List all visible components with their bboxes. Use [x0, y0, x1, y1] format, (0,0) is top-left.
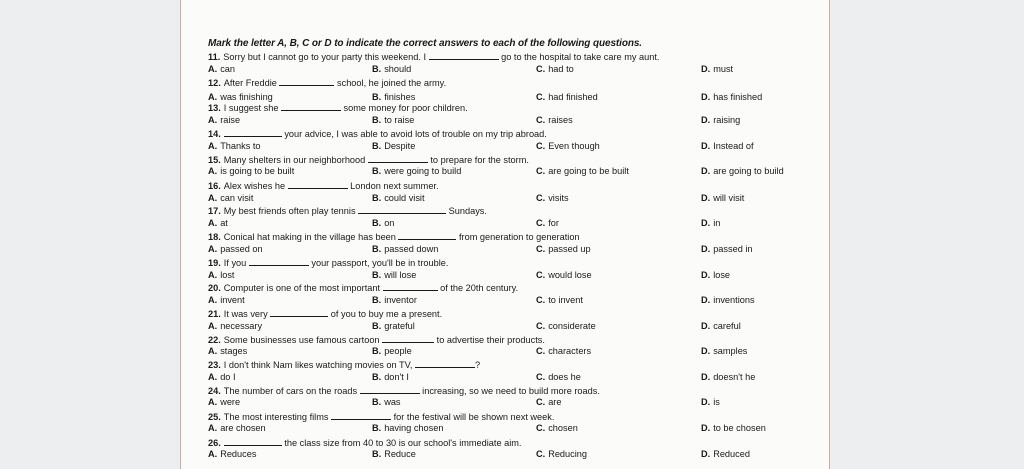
answer-blank — [270, 308, 328, 317]
question-stem — [208, 437, 522, 449]
option-letter: C. — [536, 448, 546, 459]
answer-option-a — [208, 115, 240, 126]
question-number: 22. — [208, 334, 221, 345]
answer-option-a — [208, 449, 256, 460]
option-letter: A. — [208, 165, 218, 176]
option-text: passed down — [384, 243, 439, 254]
option-letter: A. — [208, 295, 218, 306]
question-text: to prepare for the storm. — [427, 154, 529, 165]
answer-option-a — [208, 423, 266, 434]
answer-option-d — [701, 270, 730, 281]
question-text: Sorry but I cannot go to your party this weekend. I — [223, 52, 429, 62]
question-text: My best friends often play tennis — [223, 206, 359, 217]
answer-option-c — [536, 166, 629, 177]
option-text: must — [713, 64, 734, 74]
question-text: of the 20th century. — [437, 283, 519, 294]
answer-blank — [382, 334, 434, 343]
question-text: some money for poor children. — [340, 103, 468, 114]
question-text: ? — [475, 360, 481, 371]
answer-option-a — [208, 295, 245, 306]
answer-option-b — [372, 346, 412, 357]
answer-option-d — [701, 64, 733, 75]
option-letter: B. — [372, 448, 382, 459]
option-letter: C. — [536, 372, 546, 383]
option-text: inventor — [384, 295, 417, 306]
option-text: chosen — [548, 422, 578, 433]
option-text: are going to build — [713, 165, 784, 176]
answer-option-d — [701, 321, 741, 332]
question-stem — [208, 411, 554, 423]
question-stem — [208, 231, 580, 243]
question-number: 25. — [208, 411, 221, 422]
option-letter: B. — [372, 321, 382, 331]
answer-option-a — [208, 218, 228, 229]
option-text: can — [220, 64, 236, 74]
option-letter: D. — [701, 321, 711, 331]
answer-option-b — [372, 218, 394, 229]
question-number: 12. — [208, 77, 221, 88]
answer-option-b — [372, 372, 409, 383]
option-letter: C. — [536, 243, 546, 254]
answer-option-d — [701, 423, 766, 434]
question-item — [181, 257, 831, 283]
question-text: I suggest she — [223, 103, 281, 114]
answer-option-a — [208, 346, 247, 357]
option-letter: C. — [536, 165, 546, 176]
answer-option-c — [536, 346, 591, 357]
option-letter: A. — [208, 269, 218, 280]
answer-blank — [331, 411, 391, 420]
question-stem — [208, 282, 518, 294]
answer-option-d — [701, 92, 762, 103]
option-letter: C. — [536, 218, 546, 229]
answer-blank — [368, 154, 428, 163]
question-text: Alex wishes he — [223, 180, 288, 191]
option-letter: D. — [701, 448, 711, 459]
answer-option-d — [701, 295, 755, 306]
question-number: 13. — [208, 103, 221, 114]
answer-option-d — [701, 166, 784, 177]
question-item — [181, 154, 831, 180]
question-item — [181, 385, 831, 411]
question-item — [181, 437, 831, 463]
answer-option-c — [536, 92, 598, 103]
question-text: Many shelters in our neighborhood — [223, 154, 368, 165]
question-item — [181, 308, 831, 334]
option-text: Reduce — [384, 448, 416, 459]
option-letter: C. — [536, 141, 546, 152]
question-item — [181, 180, 831, 206]
option-text: samples — [713, 345, 748, 356]
answer-option-d — [701, 244, 753, 255]
question-number: 24. — [208, 386, 221, 397]
question-stem — [208, 180, 439, 192]
answer-option-b — [372, 141, 415, 152]
option-letter: A. — [208, 448, 218, 459]
option-text: for — [548, 218, 559, 229]
option-letter: D. — [701, 422, 711, 433]
option-text: Reduced — [713, 448, 750, 459]
option-text: invent — [220, 295, 245, 306]
option-text: characters — [548, 345, 592, 356]
question-number: 26. — [208, 437, 221, 448]
answer-blank — [415, 359, 475, 368]
option-text: were going to build — [384, 165, 462, 176]
option-letter: B. — [372, 295, 382, 306]
answer-option-c — [536, 295, 583, 306]
answer-blank — [383, 282, 438, 291]
question-text: Conical hat making in the village has been — [223, 231, 399, 242]
question-item — [181, 411, 831, 437]
question-number: 20. — [208, 283, 221, 294]
option-letter: C. — [536, 269, 546, 280]
answer-option-c — [536, 449, 587, 460]
option-letter: D. — [701, 141, 711, 152]
option-text: should — [384, 64, 412, 74]
option-letter: D. — [701, 91, 711, 102]
question-number: 19. — [208, 257, 221, 268]
option-text: Reducing — [548, 448, 588, 459]
option-text: inventions — [713, 295, 755, 306]
option-letter: D. — [701, 115, 711, 126]
answer-option-b — [372, 64, 411, 75]
question-text: London next summer. — [347, 180, 439, 191]
option-text: raising — [713, 115, 741, 126]
option-letter: A. — [208, 64, 218, 74]
option-letter: C. — [536, 91, 546, 102]
question-text: to advertise their products. — [434, 334, 545, 345]
answer-blank — [358, 205, 446, 214]
question-text: go to the hospital to take care my aunt. — [498, 52, 660, 62]
option-letter: B. — [372, 345, 382, 356]
option-text: was — [384, 397, 401, 408]
option-letter: C. — [536, 115, 546, 126]
option-letter: D. — [701, 192, 711, 203]
option-text: will lose — [384, 269, 417, 280]
option-letter: D. — [701, 269, 711, 280]
question-item — [181, 205, 831, 231]
option-text: passed in — [713, 243, 753, 254]
answer-option-c — [536, 270, 592, 281]
option-letter: B. — [372, 243, 382, 254]
option-letter: C. — [536, 295, 546, 306]
answer-option-c — [536, 115, 573, 126]
question-text: It was very — [223, 309, 271, 319]
answer-blank — [249, 257, 309, 266]
answer-blank — [398, 231, 456, 240]
answer-option-d — [701, 449, 750, 460]
question-text: The most interesting films — [223, 411, 332, 422]
answer-option-c — [536, 244, 591, 255]
question-number: 23. — [208, 360, 221, 371]
question-item — [181, 359, 831, 385]
answer-option-a — [208, 166, 294, 177]
option-letter: C. — [536, 321, 546, 331]
question-item — [181, 282, 831, 308]
answer-blank — [429, 51, 499, 60]
answer-blank — [224, 128, 282, 137]
option-text: to raise — [384, 115, 415, 126]
answer-option-b — [372, 449, 416, 460]
option-text: is going to be built — [220, 165, 295, 176]
question-stem — [208, 51, 659, 63]
option-text: is — [713, 397, 720, 408]
question-text: Some businesses use famous cartoon — [223, 334, 383, 345]
question-text: school, he joined the army. — [334, 77, 447, 88]
question-number: 15. — [208, 154, 221, 165]
option-text: to be chosen — [713, 422, 766, 433]
option-letter: B. — [372, 372, 382, 383]
question-item — [181, 334, 831, 360]
option-letter: B. — [372, 397, 382, 408]
answer-option-c — [536, 141, 600, 152]
option-text: careful — [713, 321, 741, 331]
question-number: 16. — [208, 180, 221, 191]
answer-option-c — [536, 321, 596, 332]
option-letter: D. — [701, 165, 711, 176]
option-letter: A. — [208, 218, 218, 229]
option-letter: A. — [208, 397, 218, 408]
option-letter: B. — [372, 218, 382, 229]
option-text: was finishing — [220, 91, 273, 102]
option-text: can visit — [220, 192, 254, 203]
option-letter: A. — [208, 141, 218, 152]
option-text: are — [548, 397, 562, 408]
option-text: had finished — [548, 91, 598, 102]
option-letter: D. — [701, 218, 711, 229]
option-text: Even though — [548, 141, 600, 152]
option-letter: D. — [701, 345, 711, 356]
option-letter: B. — [372, 141, 382, 152]
option-letter: A. — [208, 372, 218, 383]
option-text: stages — [220, 345, 248, 356]
question-text: After Freddie — [223, 77, 280, 88]
option-text: grateful — [384, 321, 415, 331]
answer-option-d — [701, 193, 744, 204]
question-item — [181, 51, 831, 77]
option-text: finishes — [384, 91, 416, 102]
question-stem — [208, 102, 468, 114]
option-text: passed up — [548, 243, 591, 254]
option-text: do I — [220, 372, 236, 383]
option-text: Despite — [384, 141, 416, 152]
option-text: are chosen — [220, 422, 266, 433]
answer-option-c — [536, 64, 574, 75]
option-text: considerate — [548, 321, 596, 331]
answer-option-a — [208, 397, 240, 408]
answer-option-d — [701, 141, 754, 152]
answer-option-a — [208, 321, 262, 332]
question-number: 11. — [208, 52, 221, 62]
answer-option-c — [536, 193, 569, 204]
question-text: If you — [223, 257, 249, 268]
question-text: from generation to generation — [456, 231, 580, 242]
option-letter: B. — [372, 64, 382, 74]
question-text: Sundays. — [446, 206, 487, 217]
option-text: to invent — [548, 295, 583, 306]
answer-option-a — [208, 270, 235, 281]
question-stem — [208, 308, 442, 320]
option-letter: A. — [208, 115, 218, 126]
option-text: were — [220, 397, 241, 408]
option-text: don't I — [384, 372, 409, 383]
answer-blank — [279, 77, 334, 86]
option-letter: A. — [208, 192, 218, 203]
answer-blank — [360, 385, 420, 394]
question-text: I don't think Nam likes watching movies on TV, — [223, 360, 415, 371]
question-stem — [208, 334, 545, 346]
question-item — [181, 231, 831, 257]
answer-option-d — [701, 115, 740, 126]
option-text: will visit — [713, 192, 745, 203]
option-letter: B. — [372, 192, 382, 203]
option-text: lost — [220, 269, 235, 280]
question-number: 17. — [208, 206, 221, 217]
question-number: 18. — [208, 231, 221, 242]
option-text: visits — [548, 192, 569, 203]
answer-option-d — [701, 346, 747, 357]
option-letter: D. — [701, 397, 711, 408]
option-text: Reduces — [220, 448, 257, 459]
option-letter: A. — [208, 321, 218, 331]
answer-option-b — [372, 115, 414, 126]
answer-blank — [288, 180, 348, 189]
option-text: Thanks to — [220, 141, 261, 152]
answer-option-b — [372, 270, 416, 281]
option-text: doesn't he — [713, 372, 756, 383]
question-stem — [208, 205, 487, 217]
option-letter: D. — [701, 372, 711, 383]
answer-option-c — [536, 372, 581, 383]
option-letter: A. — [208, 345, 218, 356]
option-text: raise — [220, 115, 241, 126]
option-letter: C. — [536, 345, 546, 356]
question-text: The number of cars on the roads — [223, 386, 360, 397]
answer-option-a — [208, 193, 253, 204]
question-stem — [208, 385, 600, 397]
option-text: would lose — [548, 269, 592, 280]
answer-option-c — [536, 218, 559, 229]
question-text: your advice, I was able to avoid lots of trouble on my trip abroad. — [281, 129, 547, 140]
question-text: for the festival will be shown next week. — [391, 411, 555, 422]
answer-option-d — [701, 397, 720, 408]
answer-blank — [224, 437, 282, 446]
question-stem — [208, 128, 547, 140]
option-text: at — [220, 218, 228, 229]
option-letter: C. — [536, 397, 546, 408]
option-text: raises — [548, 115, 573, 126]
question-text: increasing, so we need to build more roads. — [419, 386, 600, 397]
option-letter: A. — [208, 91, 218, 102]
question-text: Computer is one of the most important — [223, 283, 383, 294]
option-letter: B. — [372, 91, 382, 102]
option-text: people — [384, 345, 412, 356]
option-letter: C. — [536, 64, 546, 74]
answer-option-b — [372, 397, 401, 408]
answer-option-a — [208, 92, 273, 103]
answer-option-a — [208, 141, 261, 152]
question-stem — [208, 359, 480, 371]
option-letter: B. — [372, 115, 382, 126]
option-letter: A. — [208, 422, 218, 433]
question-number: 21. — [208, 309, 221, 319]
answer-option-d — [701, 372, 755, 383]
option-letter: D. — [701, 64, 711, 74]
answer-option-c — [536, 397, 561, 408]
option-letter: B. — [372, 422, 382, 433]
question-text: of you to buy me a present. — [328, 309, 443, 319]
option-text: are going to be built — [548, 165, 629, 176]
answer-option-a — [208, 64, 235, 75]
option-letter: D. — [701, 295, 711, 306]
question-item — [181, 102, 831, 128]
answer-option-c — [536, 423, 578, 434]
question-number: 14. — [208, 129, 221, 140]
worksheet-page — [180, 0, 830, 469]
instructions-title: Mark the letter A, B, C or D to indicate the correct answers to each of the following questions. — [208, 38, 642, 49]
option-letter: B. — [372, 165, 382, 176]
option-letter: B. — [372, 269, 382, 280]
option-text: lose — [713, 269, 731, 280]
answer-option-b — [372, 321, 415, 332]
answer-option-b — [372, 244, 438, 255]
option-text: on — [384, 218, 395, 229]
answer-option-b — [372, 166, 461, 177]
answer-option-a — [208, 244, 263, 255]
question-stem — [208, 77, 446, 89]
answer-option-b — [372, 423, 443, 434]
option-letter: C. — [536, 422, 546, 433]
option-text: does he — [548, 372, 581, 383]
question-item — [181, 128, 831, 154]
answer-option-a — [208, 372, 236, 383]
option-text: has finished — [713, 91, 763, 102]
question-item — [181, 77, 831, 103]
option-text: could visit — [384, 192, 425, 203]
option-text: Instead of — [713, 141, 754, 152]
option-letter: D. — [701, 243, 711, 254]
option-letter: A. — [208, 243, 218, 254]
option-text: in — [713, 218, 721, 229]
option-text: having chosen — [384, 422, 444, 433]
question-stem — [208, 154, 529, 166]
answer-option-b — [372, 295, 417, 306]
answer-blank — [281, 102, 341, 111]
question-text: the class size from 40 to 30 is our school's immediate aim. — [281, 437, 522, 448]
option-text: had to — [548, 64, 574, 74]
question-stem — [208, 257, 448, 269]
answer-option-b — [372, 92, 415, 103]
option-text: passed on — [220, 243, 263, 254]
answer-option-b — [372, 193, 425, 204]
answer-option-d — [701, 218, 720, 229]
option-text: necessary — [220, 321, 263, 331]
question-text: your passport, you'll be in trouble. — [308, 257, 449, 268]
option-letter: C. — [536, 192, 546, 203]
